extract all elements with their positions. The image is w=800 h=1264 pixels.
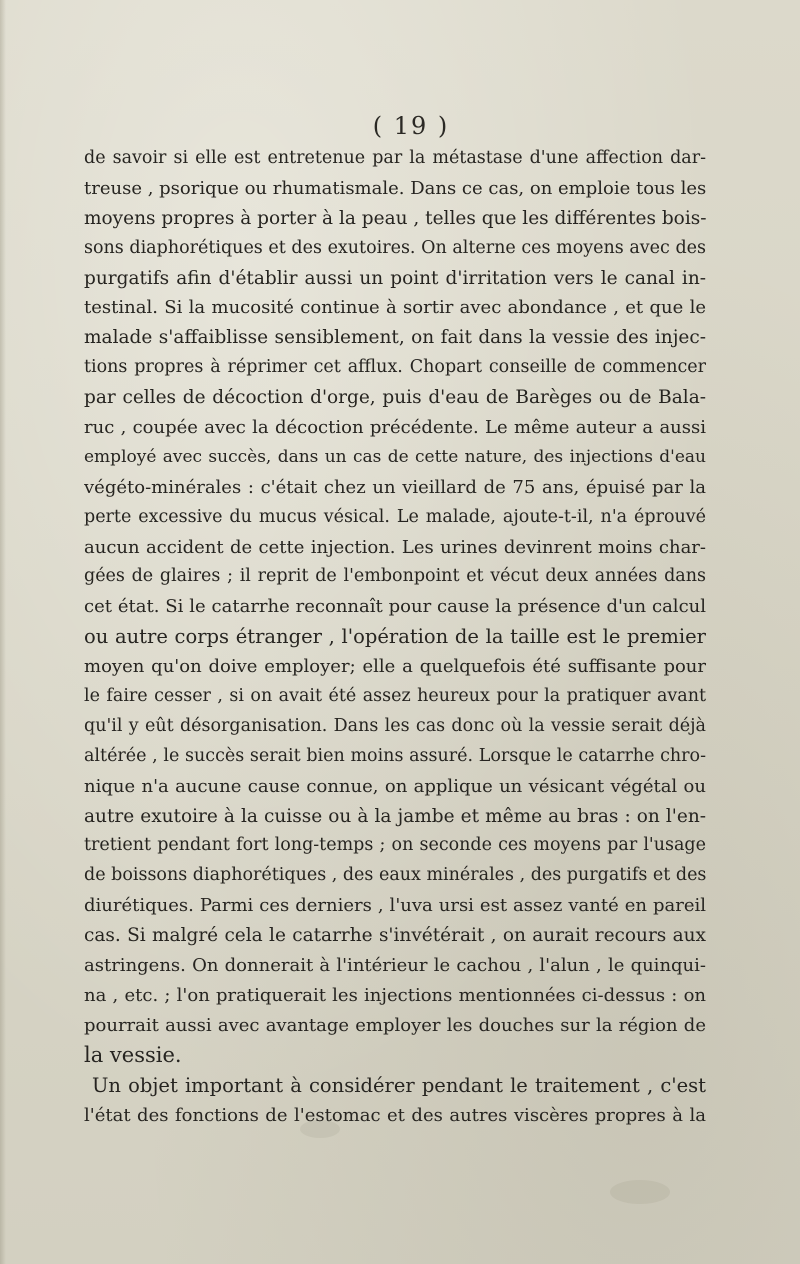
text-line: treuse , psorique ou rhumatismale. Dans ce cas, on emploie tous les (84, 177, 706, 199)
text-line: na , etc. ; l'on pratiquerait les injections mentionnées ci-dessus : on (84, 984, 706, 1006)
text-line: végéto-minérales : c'était chez un vieillard de 75 ans, épuisé par la (84, 476, 706, 498)
text-line: moyens propres à porter à la peau , telles que les différentes bois- (84, 207, 706, 229)
text-line: gées de glaires ; il reprit de l'embonpoint et vécut deux années dans (84, 566, 706, 587)
text-line: purgatifs afin d'établir aussi un point d'irritation vers le canal in- (84, 267, 706, 289)
text-line: tretient pendant fort long-temps ; on seconde ces moyens par l'usage (84, 835, 706, 856)
text-line: ou autre corps étranger , l'opération de la taille est le premier (84, 625, 706, 649)
text-line: tions propres à réprimer cet afflux. Chopart conseille de commencer (84, 357, 706, 378)
text-line: ruc , coupée avec la décoction précédente. Le même auteur a aussi (84, 417, 706, 439)
text-line: pourrait aussi avec avantage employer les douches sur la région de (84, 1014, 706, 1036)
text-line: cas. Si malgré cela le catarrhe s'invétérait , on aurait recours aux (84, 925, 706, 947)
paper-stain (610, 1180, 670, 1204)
text-line: testinal. Si la mucosité continue à sortir avec abondance , et que le (84, 297, 706, 319)
page-number: ( 19 ) (372, 112, 450, 140)
page-edge-shadow (0, 0, 6, 1264)
text-line: sons diaphorétiques et des exutoires. On alterne ces moyens avec des (84, 237, 706, 258)
text-line: par celles de décoction d'orge, puis d'eau de Barèges ou de Bala- (84, 387, 706, 409)
text-line: malade s'affaiblisse sensiblement, on fait dans la vessie des injec- (84, 327, 706, 349)
text-line: de savoir si elle est entretenue par la métastase d'une affection dar- (84, 148, 706, 168)
text-line: autre exutoire à la cuisse ou à la jambe et même au bras : on l'en- (84, 805, 706, 827)
text-line: l'état des fonctions de l'estomac et des autres viscères propres à la (84, 1104, 706, 1126)
text-line: altérée , le succès serait bien moins assuré. Lorsque le catarrhe chro- (84, 745, 706, 766)
text-line: cet état. Si le catarrhe reconnaît pour cause la présence d'un calcul (84, 596, 706, 618)
text-line: nique n'a aucune cause connue, on applique un vésicant végétal ou (84, 775, 706, 797)
paragraph-first-line: Un objet important à considérer pendant le traitement , c'est (92, 1073, 706, 1097)
text-line: perte excessive du mucus vésical. Le malade, ajoute-t-il, n'a éprouvé (84, 506, 706, 527)
text-line: diurétiques. Parmi ces derniers , l'uva ursi est assez vanté en pareil (84, 895, 706, 917)
text-line: le faire cesser , si on avait été assez heureux pour la pratiquer avant (84, 686, 706, 707)
text-line: moyen qu'on doive employer; elle a quelquefois été suffisante pour (84, 656, 706, 678)
text-line: qu'il y eût désorganisation. Dans les cas donc où la vessie serait déjà (84, 715, 706, 736)
body-text (84, 144, 706, 1130)
text-line: astringens. On donnerait à l'intérieur le cachou , l'alun , le quinqui- (84, 955, 706, 977)
text-line: aucun accident de cette injection. Les urines devinrent moins char- (84, 536, 706, 558)
text-line: de boissons diaphorétiques , des eaux minérales , des purgatifs et des (84, 865, 706, 886)
paragraph-last-line: la vessie. (84, 1042, 182, 1067)
text-line: employé avec succès, dans un cas de cette nature, des injections d'eau (84, 446, 706, 467)
